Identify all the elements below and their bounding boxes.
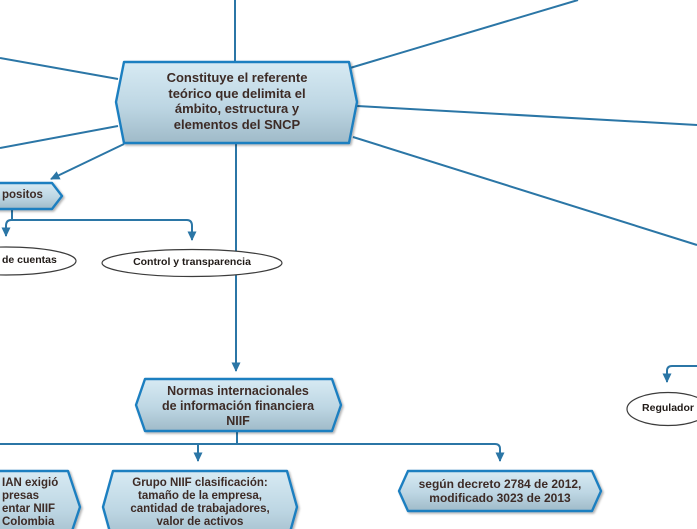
- link-to-rendicion: [6, 220, 187, 236]
- link-main-lower-left: [0, 126, 118, 148]
- link-main-to-propositos: [51, 144, 124, 179]
- grupo-line-2: tamaño de la empresa,: [137, 490, 262, 502]
- dian-line-1: IAN exigió: [2, 477, 59, 489]
- node-grupo-niif-label[interactable]: [130, 477, 269, 529]
- node-dian-label[interactable]: [2, 477, 58, 529]
- grupo-line-1: Grupo NIIF clasificación:: [132, 477, 268, 489]
- niif-line-1: Normas internacionales: [167, 384, 309, 398]
- dian-line-3: entar NIIF: [2, 503, 56, 515]
- node-decreto-label[interactable]: [419, 477, 582, 505]
- link-main-right: [357, 106, 697, 125]
- link-to-control: [11, 220, 192, 240]
- node-control-transparencia-label[interactable]: Control y transparencia: [133, 256, 251, 268]
- link-main-upper-left: [0, 58, 118, 79]
- link-main-upper-right: [350, 0, 578, 68]
- node-niif-label[interactable]: [162, 384, 314, 429]
- main-concept-line-1: Constituye el referente: [166, 70, 308, 85]
- link-to-regulador: [667, 366, 697, 382]
- dian-line-2: presas: [2, 490, 40, 502]
- niif-line-2: de información financiera: [161, 399, 315, 413]
- main-concept-line-2: teórico que delimita el: [168, 85, 306, 101]
- grupo-line-4: valor de activos: [156, 516, 244, 528]
- niif-line-3: NIIF: [226, 414, 250, 428]
- node-rendicion-cuentas-label[interactable]: de cuentas: [2, 254, 57, 266]
- main-concept-line-3: ámbito, estructura y: [174, 101, 300, 116]
- main-concept-line-4: elementos del SNCP: [173, 116, 301, 132]
- link-niif-to-decreto: [237, 444, 500, 461]
- link-main-lower-right: [353, 137, 697, 245]
- node-propositos-label[interactable]: positos: [2, 189, 43, 201]
- dian-line-4: Colombia: [2, 516, 55, 528]
- decreto-line-1: según decreto 2784 de 2012,: [418, 477, 582, 491]
- node-regulador-label[interactable]: Regulador: [642, 402, 694, 414]
- node-main-concept-label[interactable]: [167, 70, 308, 132]
- decreto-line-2: modificado 3023 de 2013: [429, 491, 571, 505]
- grupo-line-3: cantidad de trabajadores,: [130, 503, 270, 515]
